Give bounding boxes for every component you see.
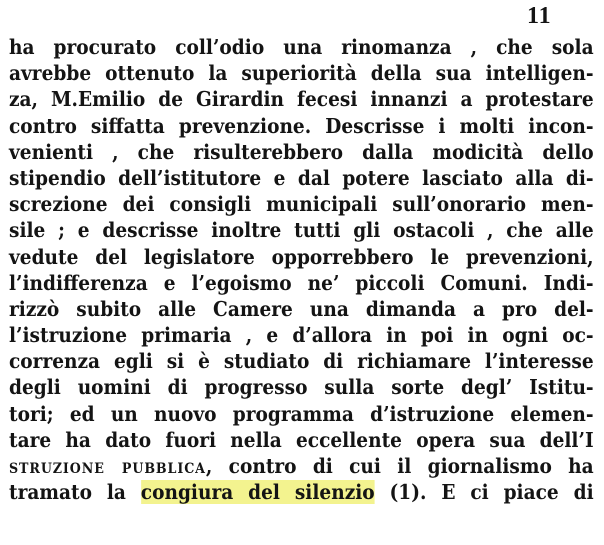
text-line-6: stipendio dell’istitutore e dal potere lasciato alla di- xyxy=(9,165,594,190)
text-line-16: tare ha dato fuori nella eccellente opera sua dell’I xyxy=(9,427,594,452)
text-line-7: screzione dei consigli municipali sull’onorario men- xyxy=(9,192,594,217)
text-line-3: za, M.Emilio de Girardin fecesi innanzi a protestare xyxy=(9,87,594,112)
text-line-17 xyxy=(9,453,594,479)
text-line-15: tori; ed un nuovo programma d’istruzione elemen- xyxy=(9,401,594,426)
text-line-4: contro siffatta prevenzione. Descrisse i molti incon- xyxy=(9,113,594,138)
text-line-17-rest: , contro di cui il giornalismo ha xyxy=(205,454,594,478)
text-line-18-before: tramato la xyxy=(9,480,141,505)
text-line-11: rizzò subito alle Camere una dimanda a pro del- xyxy=(9,296,594,321)
text-line-12: l’istruzione primaria , e d’allora in poi in ogni oc- xyxy=(9,323,594,348)
body-text xyxy=(9,34,594,505)
text-line-1: ha procurato coll’odio una rinomanza , che sola xyxy=(9,35,594,59)
text-line-2: avrebbe ottenuto la superiorità della sua intelligen- xyxy=(9,61,594,86)
text-line-13: correnza egli si è studiato di richiamare l’interesse xyxy=(9,349,594,374)
highlighted-phrase: congiura del silenzio xyxy=(140,480,375,505)
text-line-18-after: (1). E ci piace di xyxy=(374,480,594,505)
text-line-18 xyxy=(9,479,594,505)
page-number: 11 xyxy=(527,3,552,29)
text-line-5: venienti , che risulterebbero dalla modicità dello xyxy=(9,139,594,164)
text-line-14: degli uomini di progresso sulla sorte degl’ Istitu- xyxy=(9,375,594,400)
text-line-10: l’indifferenza e l’egoismo ne’ piccoli Comuni. Indi- xyxy=(9,270,594,295)
smallcaps-title: struzione pubblica xyxy=(9,454,206,478)
text-line-8: sile ; e descrisse inoltre tutti gli ostacoli , che alle xyxy=(9,218,594,243)
text-line-9: vedute del legislatore opporrebbero le prevenzioni, xyxy=(9,244,594,269)
